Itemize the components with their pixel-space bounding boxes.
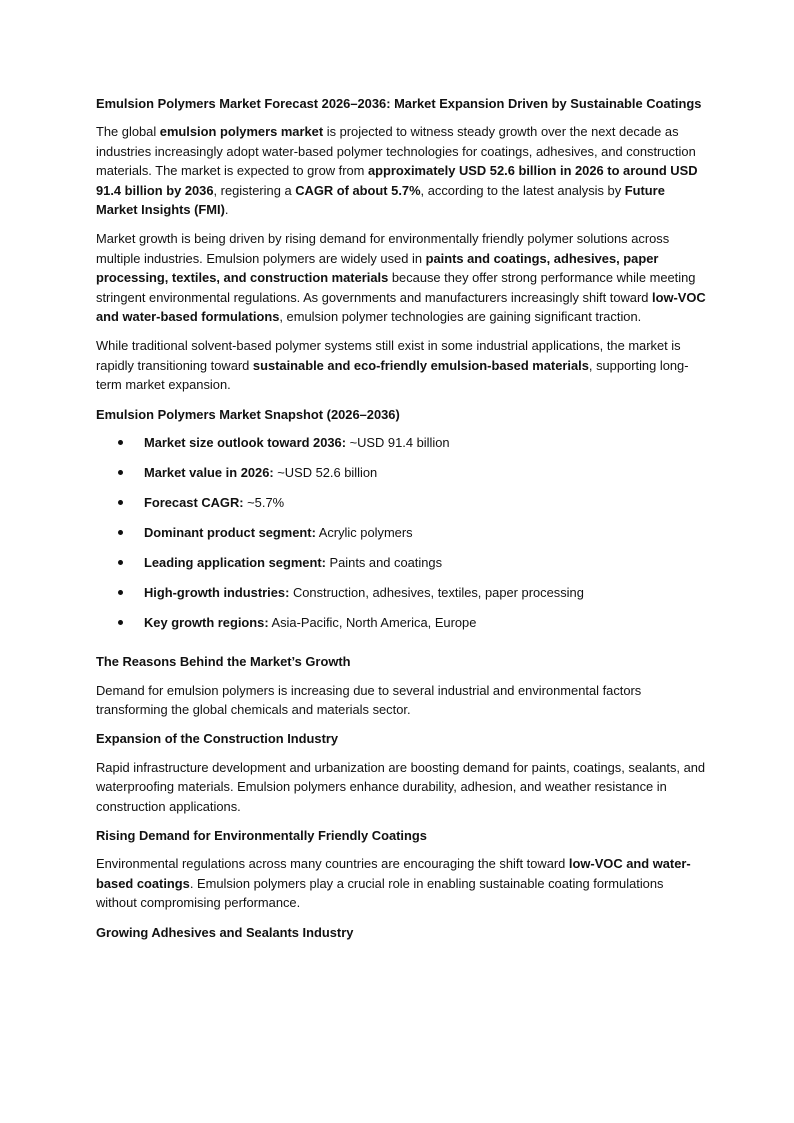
- list-item: [96, 433, 706, 463]
- list-item-label: Key growth regions:: [144, 615, 269, 631]
- snapshot-list: [96, 433, 706, 643]
- transition-text-2: , supporting long-term market expansion.: [96, 357, 689, 393]
- transition-text-1: While traditional solvent-based polymer systems still exist in some industrial applications, the market is rapidly transitioning toward: [96, 338, 681, 373]
- list-item-value: ~USD 91.4 billion: [346, 435, 450, 451]
- list-item-value: Paints and coatings: [325, 555, 443, 571]
- eco-text-1: Environmental regulations across many countries are encouraging the shift toward: [96, 856, 569, 872]
- list-item: [96, 583, 706, 613]
- intro-text-1: The global: [96, 124, 160, 140]
- intro-bold-3: CAGR of about 5.7%: [295, 182, 421, 198]
- list-item: [96, 463, 706, 493]
- list-item-value: ~5.7%: [243, 495, 285, 511]
- growth-bold-1: paints and coatings, adhesives, paper processing, textiles, and construction materials: [96, 250, 659, 286]
- growth-text-2: because they offer strong performance while meeting stringent environmental regulations. As governments and manufacturers increasingly shift toward: [96, 270, 696, 305]
- eco-coatings-paragraph: [96, 854, 706, 912]
- bullet-icon: [118, 530, 123, 535]
- growth-paragraph: [96, 229, 706, 326]
- list-item: [96, 523, 706, 553]
- bullet-icon: [118, 590, 123, 595]
- construction-paragraph: Rapid infrastructure development and urbanization are boosting demand for paints, coatings, sealants, and waterproofing materials. Emulsion polymers enhance durability, adhesion, and weather resistance in construction applications.: [96, 759, 706, 814]
- list-item-value: ~USD 52.6 billion: [273, 465, 378, 481]
- bullet-icon: [118, 620, 123, 625]
- list-item-value: Acrylic polymers: [315, 525, 413, 541]
- eco-text-2: . Emulsion polymers play a crucial role in enabling sustainable coating formulations without compromising performance.: [96, 875, 664, 911]
- snapshot-heading: Emulsion Polymers Market Snapshot (2026–2036): [96, 406, 400, 422]
- bullet-icon: [118, 440, 123, 445]
- growth-bold-2: low-VOC and water-based formulations: [96, 289, 706, 325]
- construction-heading: Expansion of the Construction Industry: [96, 731, 339, 747]
- list-item-label: High-growth industries:: [144, 585, 290, 601]
- intro-bold-2: approximately USD 52.6 billion in 2026 to around USD 91.4 billion by 2036: [96, 163, 698, 198]
- bullet-icon: [118, 500, 123, 505]
- growth-text-3: , emulsion polymer technologies are gaining significant traction.: [279, 309, 642, 325]
- intro-text-2: is projected to witness steady growth over the next decade as industries increasingly adopt water-based polymer technologies for coatings, adhesives, and construction materials. The market is expected to grow from: [96, 124, 696, 179]
- document-title: Emulsion Polymers Market Forecast 2026–2036: Market Expansion Driven by Sustainable Coatings: [96, 96, 702, 111]
- document-page: [96, 94, 706, 951]
- eco-coatings-heading: Rising Demand for Environmentally Friendly Coatings: [96, 827, 427, 843]
- list-item-label: Market value in 2026:: [144, 465, 274, 481]
- intro-paragraph: [96, 122, 706, 219]
- list-item-label: Forecast CAGR:: [144, 495, 244, 511]
- intro-text-4: , according to the latest analysis by: [420, 182, 625, 198]
- eco-bold-1: low-VOC and water-based coatings: [96, 856, 691, 891]
- transition-bold-1: sustainable and eco-friendly emulsion-based materials: [252, 357, 589, 373]
- bullet-icon: [118, 470, 123, 475]
- list-item: [96, 493, 706, 523]
- list-item-label: Market size outlook toward 2036:: [144, 435, 347, 451]
- list-item-label: Dominant product segment:: [144, 525, 316, 541]
- transition-paragraph: [96, 336, 706, 394]
- growth-text-1: Market growth is being driven by rising demand for environmentally friendly polymer solutions across multiple industries. Emulsion polymers are widely used in: [96, 231, 670, 266]
- bullet-icon: [118, 560, 123, 565]
- list-item-label: Leading application segment:: [144, 555, 326, 571]
- list-item-value: Asia-Pacific, North America, Europe: [268, 615, 477, 631]
- adhesives-heading: Growing Adhesives and Sealants Industry: [96, 924, 354, 940]
- list-item: [96, 613, 706, 643]
- list-item-value: Construction, adhesives, textiles, paper processing: [289, 585, 584, 601]
- reasons-paragraph: Demand for emulsion polymers is increasing due to several industrial and environmental factors transforming the global chemicals and materials sector.: [96, 682, 642, 717]
- reasons-heading: The Reasons Behind the Market’s Growth: [96, 654, 351, 670]
- intro-bold-1: emulsion polymers market: [159, 124, 324, 140]
- list-item: [96, 553, 706, 583]
- intro-text-3: , registering a: [213, 182, 296, 198]
- intro-text-5: .: [224, 202, 229, 218]
- intro-bold-4: Future Market Insights (FMI): [96, 182, 665, 218]
